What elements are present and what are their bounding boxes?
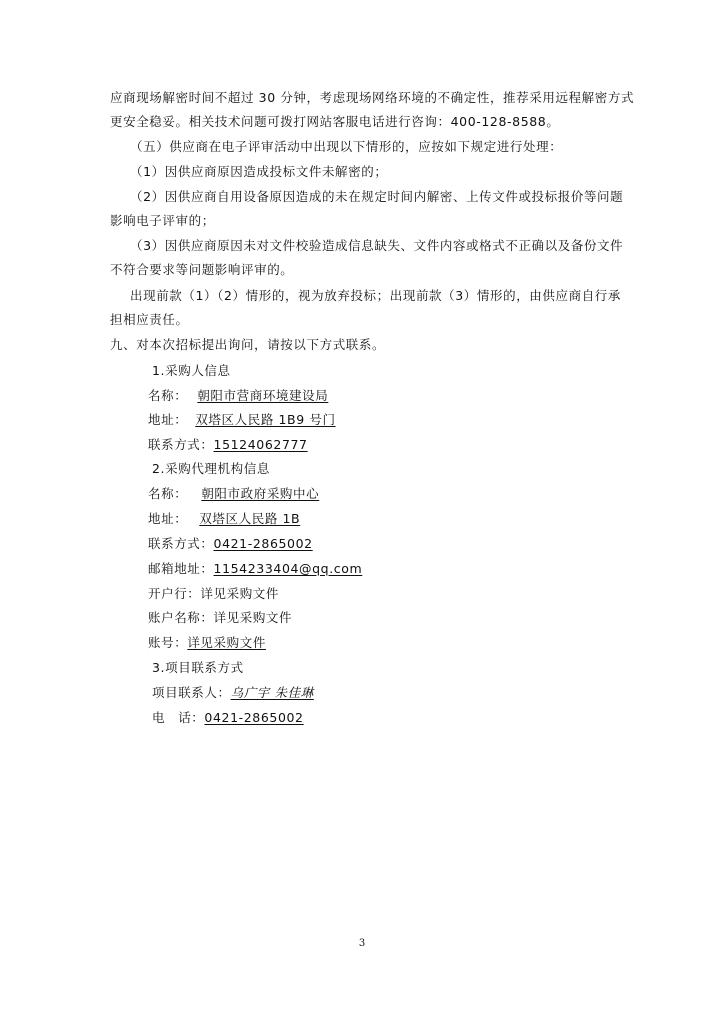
purchaser-title: 1.采购人信息 [152, 363, 231, 378]
paragraph-line: 应商现场解密时间不超过 30 分钟，考虑现场网络环境的不确定性，推荐采用远程解密方式 [110, 90, 635, 105]
agency-account-no-label: 账号： [148, 635, 188, 650]
purchaser-contact-label: 联系方式： [148, 437, 214, 452]
agency-address-row [148, 511, 448, 527]
clause-item-2: （2）因供应商自用设备原因造成的未在规定时间内解密、上传文件或投标报价等问题 [130, 189, 624, 204]
purchaser-address-label: 地址： [148, 412, 188, 427]
agency-account-no-row [148, 635, 448, 651]
project-contact-value: 乌广宇 朱佳琳 [230, 685, 314, 700]
agency-name-value: 朝阳市政府采购中心 [201, 486, 320, 501]
purchaser-address-value: 双塔区人民路 1B9 号门 [195, 412, 336, 427]
purchaser-name-row [148, 388, 448, 404]
project-phone-label: 电 话： [152, 710, 205, 725]
agency-bank-value: 详见采购文件 [200, 586, 280, 601]
agency-bank-row [148, 586, 448, 602]
agency-contact-label: 联系方式： [148, 536, 214, 551]
clause-item-1: （1）因供应商原因造成投标文件未解密的； [130, 164, 388, 179]
project-phone-row [152, 710, 452, 726]
project-contact-label: 项目联系人： [152, 685, 231, 700]
purchaser-address-row [148, 412, 448, 428]
clause-item-3-cont: 不符合要求等问题影响评审的。 [110, 262, 294, 277]
agency-email-link[interactable]: 1154233404@qq.com [213, 561, 363, 576]
project-phone-value: 0421-2865002 [204, 710, 304, 725]
project-title: 3.项目联系方式 [152, 660, 244, 675]
purchaser-contact-value: 15124062777 [213, 437, 308, 452]
clause-five-intro: （五）供应商在电子评审活动中出现以下情形的，应按如下规定进行处理： [130, 139, 563, 154]
agency-name-label: 名称： [148, 486, 188, 501]
agency-bank-label: 开户行： [148, 586, 201, 601]
agency-account-name-row [148, 610, 448, 626]
purchaser-contact-row [148, 437, 448, 453]
clause-item-3: （3）因供应商原因未对文件校验造成信息缺失、文件内容或格式不正确以及备份文件 [130, 238, 624, 253]
project-contact-row [152, 685, 452, 701]
agency-title: 2.采购代理机构信息 [152, 461, 270, 476]
page-number: 3 [358, 938, 366, 949]
agency-name-row [148, 486, 448, 502]
agency-account-name-label: 账户名称： [148, 610, 214, 625]
agency-account-name-value: 详见采购文件 [213, 610, 293, 625]
purchaser-name-value: 朝阳市营商环境建设局 [197, 388, 329, 403]
clause-item-2-cont: 影响电子评审的； [110, 213, 215, 228]
agency-account-no-value: 详见采购文件 [187, 635, 266, 650]
section-nine-heading: 九、对本次招标提出询问，请按以下方式联系。 [110, 337, 386, 352]
purchaser-name-label: 名称： [148, 388, 188, 403]
consequence-line: 出现前款（1）（2）情形的，视为放弃投标；出现前款（3）情形的，由供应商自行承 [130, 288, 622, 303]
agency-contact-row [148, 536, 448, 552]
consequence-line-cont: 担相应责任。 [110, 312, 189, 327]
agency-address-label: 地址： [148, 511, 188, 526]
agency-email-row [148, 561, 448, 577]
agency-address-value: 双塔区人民路 1B [199, 511, 301, 526]
paragraph-line: 更安全稳妥。相关技术问题可拨打网站客服电话进行咨询：400-128-8588。 [110, 114, 560, 129]
agency-email-label: 邮箱地址： [148, 561, 214, 576]
agency-contact-value: 0421-2865002 [213, 536, 313, 551]
